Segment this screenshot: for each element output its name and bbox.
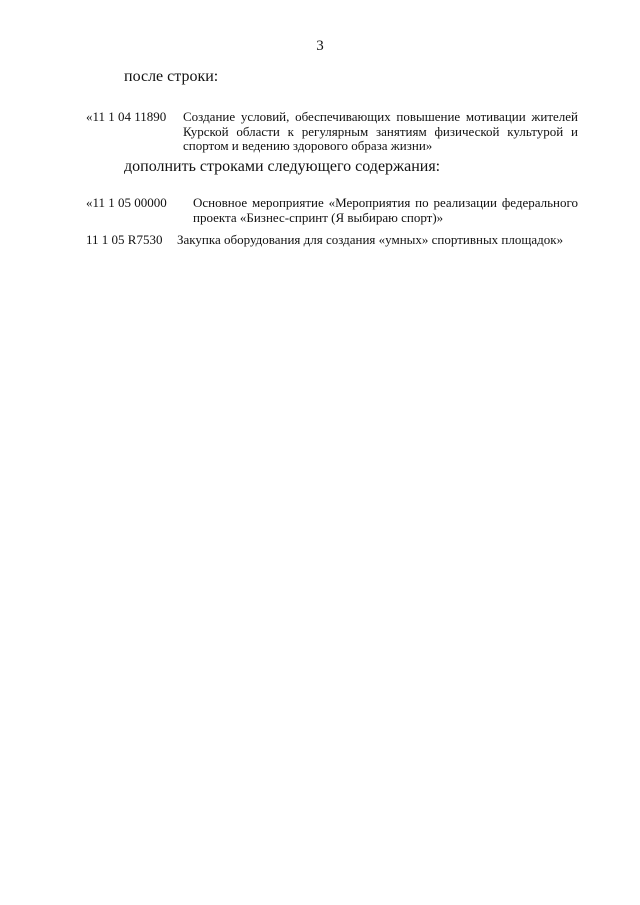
- page-number: 3: [316, 38, 324, 54]
- entry-description: Основное мероприятие «Мероприятия по реализации федерального проекта «Бизнес-спринт (Я выбираю спорт)»: [193, 195, 578, 225]
- entry-code: «11 1 05 00000: [86, 195, 167, 210]
- intro-after-line: после строки:: [124, 68, 219, 85]
- entry-code: «11 1 04 11890: [86, 109, 167, 124]
- entry-description: Закупка оборудования для создания «умных» спортивных площадок»: [177, 232, 564, 247]
- intro-add-lines: дополнить строками следующего содержания:: [124, 158, 441, 175]
- entry-code: 11 1 05 R7530: [86, 232, 163, 247]
- entry-description: Создание условий, обеспечивающих повышение мотивации жителей Курской области к регулярным занятиям физической культурой и спортом и ведению здорового образа жизни»: [183, 109, 578, 153]
